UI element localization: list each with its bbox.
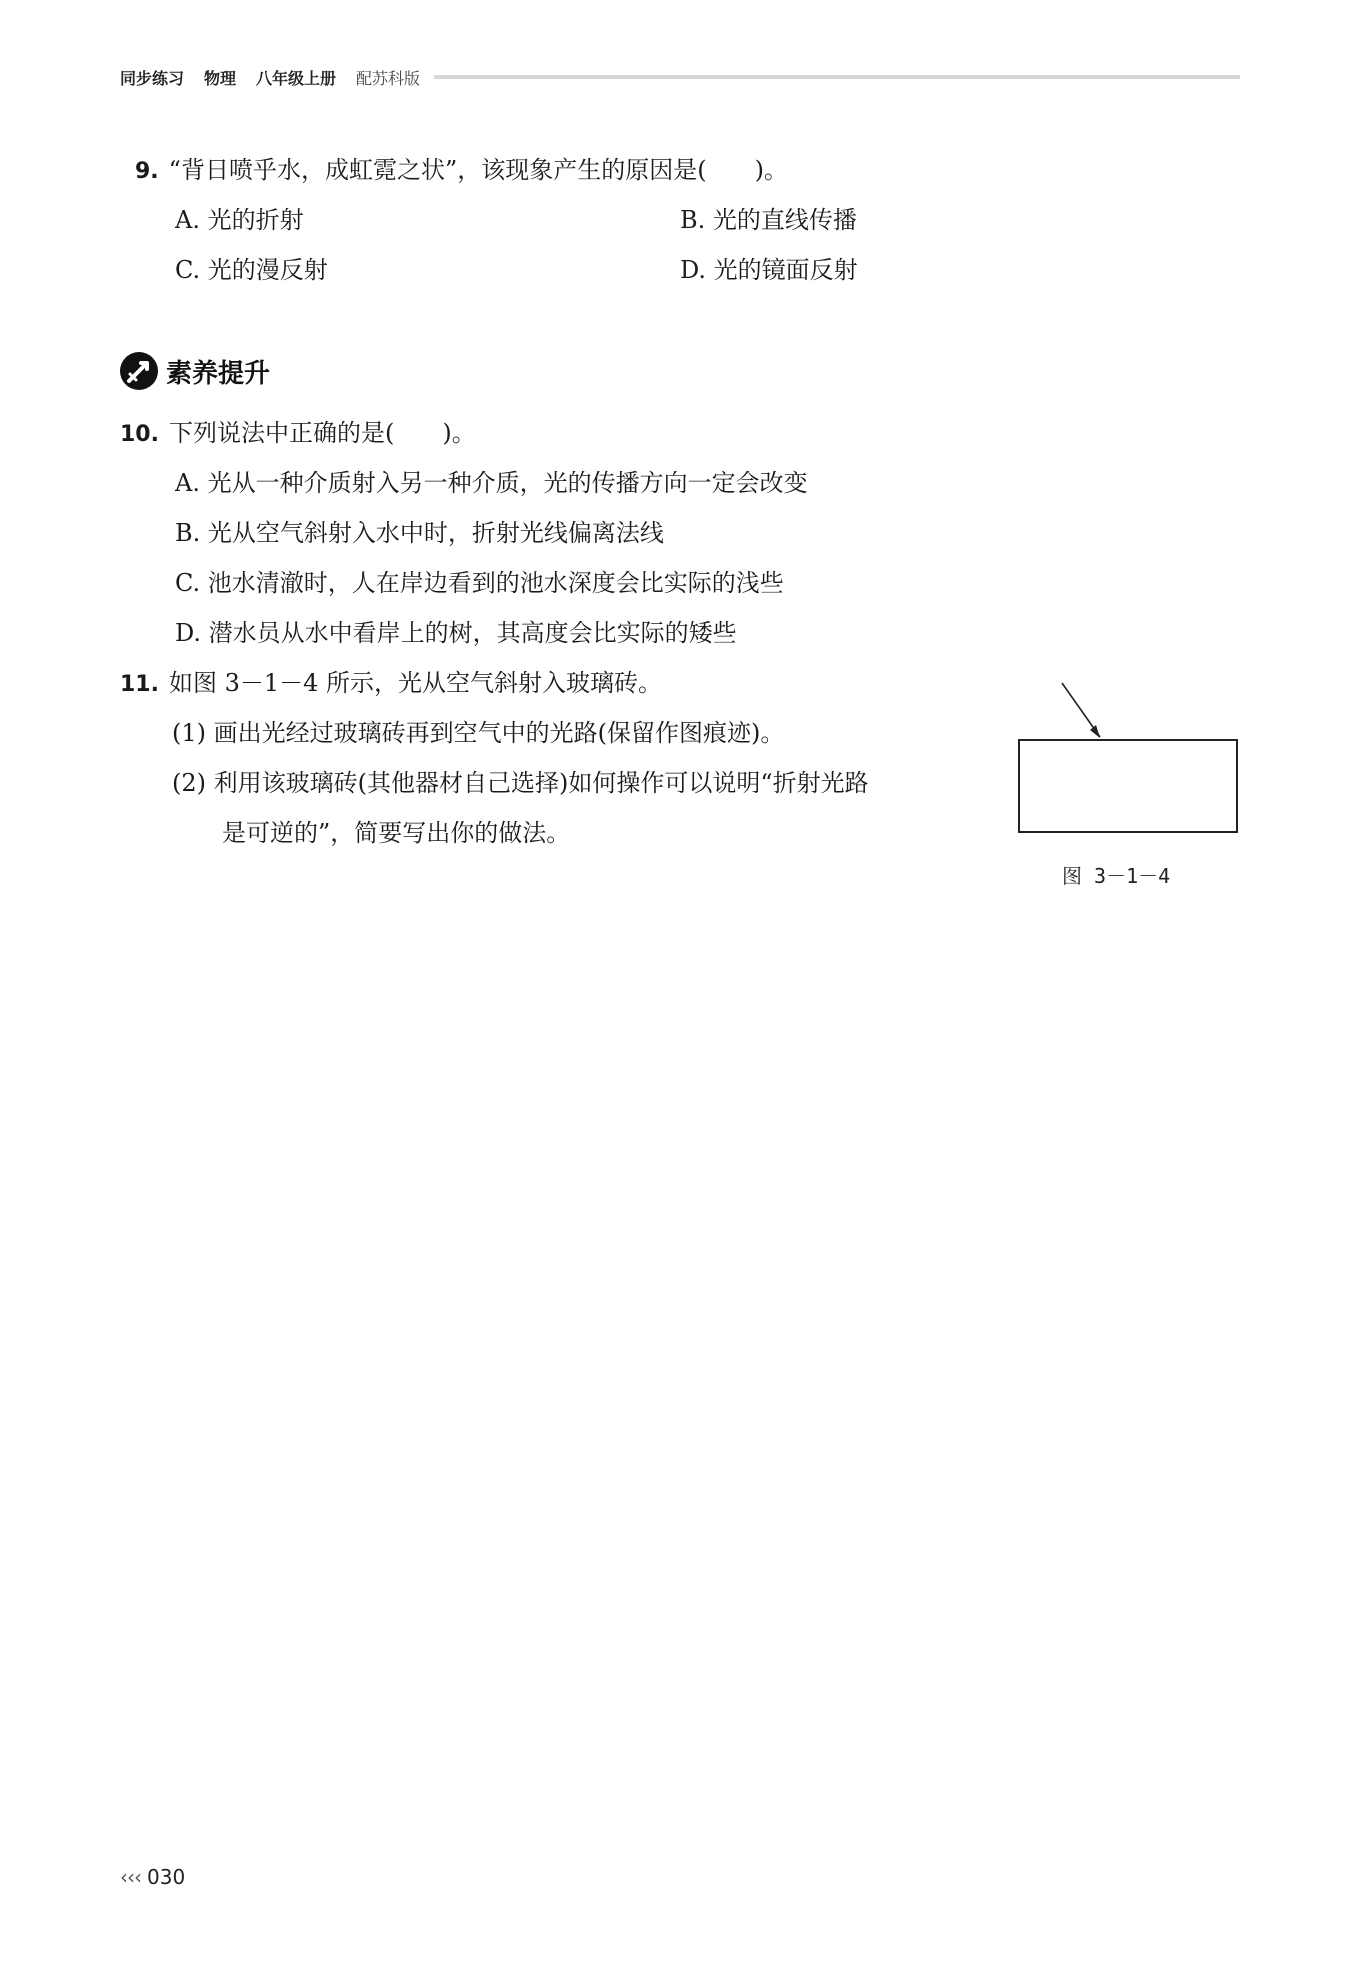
glass-brick <box>1019 740 1237 832</box>
question-11-number: 11. <box>120 672 159 697</box>
question-11-part-2: (2) 利用该玻璃砖(其他器材自己选择)如何操作可以说明“折射光路 <box>172 769 869 797</box>
question-9-option-d: D. 光的镜面反射 <box>680 256 858 284</box>
page-header <box>120 64 1240 90</box>
question-9-option-b: B. 光的直线传播 <box>680 206 857 234</box>
glass-brick-figure <box>1015 680 1240 890</box>
question-11-stem: 如图 3－1－4 所示，光从空气斜射入玻璃砖。 <box>168 669 663 697</box>
header-subject: 物理 <box>204 68 237 88</box>
section-title: 素养提升 <box>166 358 271 389</box>
question-11-part-1: (1) 画出光经过玻璃砖再到空气中的光路(保留作图痕迹)。 <box>172 719 785 747</box>
question-10-option-c: C. 池水清澈时，人在岸边看到的池水深度会比实际的浅些 <box>175 569 784 597</box>
rocket-icon <box>120 352 158 390</box>
question-10-option-a: A. 光从一种介质射入另一种介质，光的传播方向一定会改变 <box>175 469 808 497</box>
question-11-part-2-continued: 是可逆的”，简要写出你的做法。 <box>222 819 571 847</box>
page-footer <box>120 1865 185 1889</box>
question-9-stem: “背日喷乎水，成虹霓之状”，该现象产生的原因是( )。 <box>168 156 788 184</box>
question-10-stem: 下列说法中正确的是( )。 <box>168 419 476 447</box>
question-10 <box>120 413 476 448</box>
header-rule <box>434 75 1240 79</box>
header-grade: 八年级上册 <box>256 68 337 88</box>
header-edition: 配苏科版 <box>356 68 421 88</box>
question-9-option-a: A. 光的折射 <box>175 206 304 234</box>
ray-arrowhead <box>1090 725 1100 738</box>
question-10-option-b: B. 光从空气斜射入水中时，折射光线偏离法线 <box>175 519 664 547</box>
question-10-option-d: D. 潜水员从水中看岸上的树，其高度会比实际的矮些 <box>175 619 737 647</box>
figure-caption: 图 3－1－4 <box>1062 864 1171 888</box>
question-9-option-c: C. 光的漫反射 <box>175 256 328 284</box>
header-series: 同步练习 <box>120 68 185 88</box>
question-9 <box>135 150 788 185</box>
chevrons-icon: ‹‹‹ <box>120 1865 141 1889</box>
question-11 <box>120 663 662 698</box>
question-10-number: 10. <box>120 422 159 447</box>
section-heading <box>120 352 270 390</box>
page-number: 030 <box>147 1865 186 1889</box>
question-9-number: 9. <box>135 159 159 184</box>
